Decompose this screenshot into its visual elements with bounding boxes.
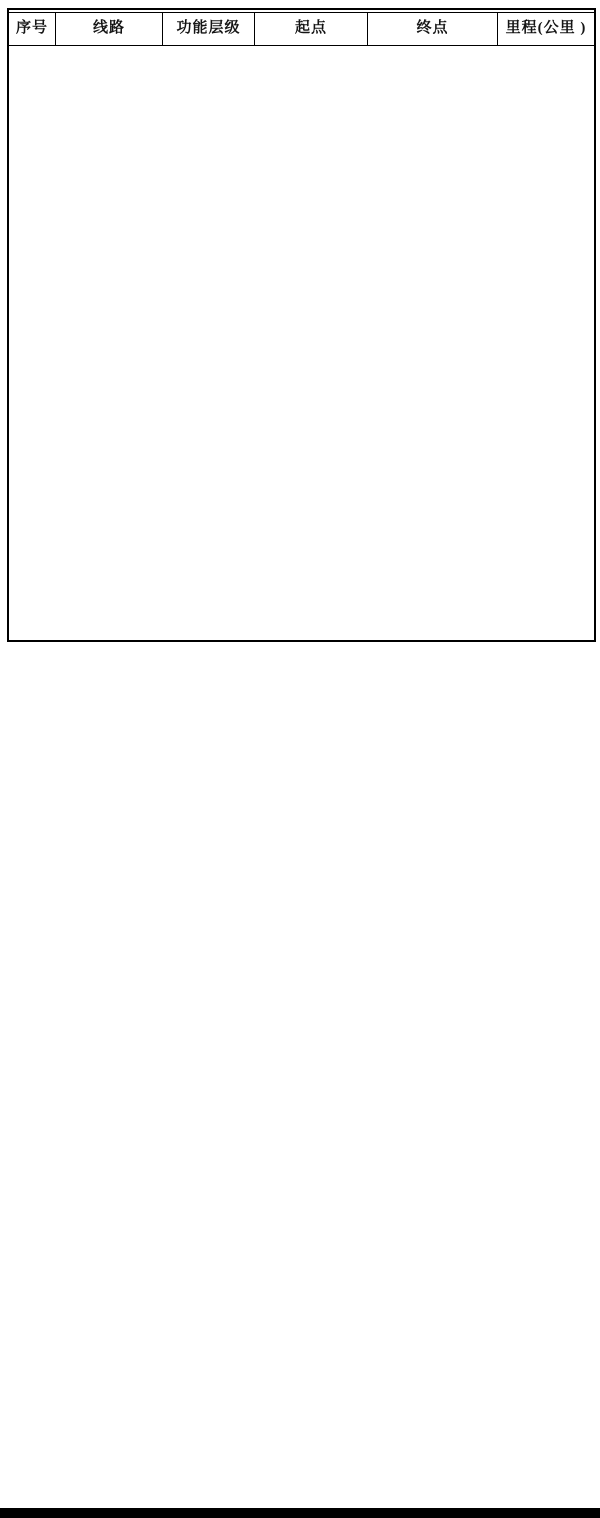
table-row bbox=[9, 228, 594, 282]
table-row bbox=[9, 442, 594, 488]
table-row bbox=[9, 180, 594, 210]
metro-plan-table-container bbox=[7, 8, 596, 642]
table-row bbox=[9, 290, 594, 344]
table-row bbox=[9, 608, 594, 638]
header-mileage: 里程(公里 ) bbox=[497, 12, 594, 46]
table-row bbox=[9, 102, 594, 132]
table-row bbox=[9, 578, 594, 606]
header-function-class: 功能层级 bbox=[162, 12, 254, 46]
header-row-number: 序号 bbox=[9, 12, 55, 46]
table-row bbox=[9, 48, 594, 92]
header-end-station: 终点 bbox=[367, 12, 497, 46]
metro-plan-table bbox=[7, 8, 596, 642]
table-row bbox=[9, 490, 594, 544]
header-line-name: 线路 bbox=[55, 12, 162, 46]
header-row bbox=[9, 12, 594, 46]
metro-plan-table-body bbox=[9, 48, 594, 638]
table-row bbox=[9, 346, 594, 386]
bottom-black-bar bbox=[0, 1508, 600, 1518]
table-row bbox=[9, 142, 594, 178]
header-start-station: 起点 bbox=[254, 12, 367, 46]
table-row bbox=[9, 388, 594, 434]
